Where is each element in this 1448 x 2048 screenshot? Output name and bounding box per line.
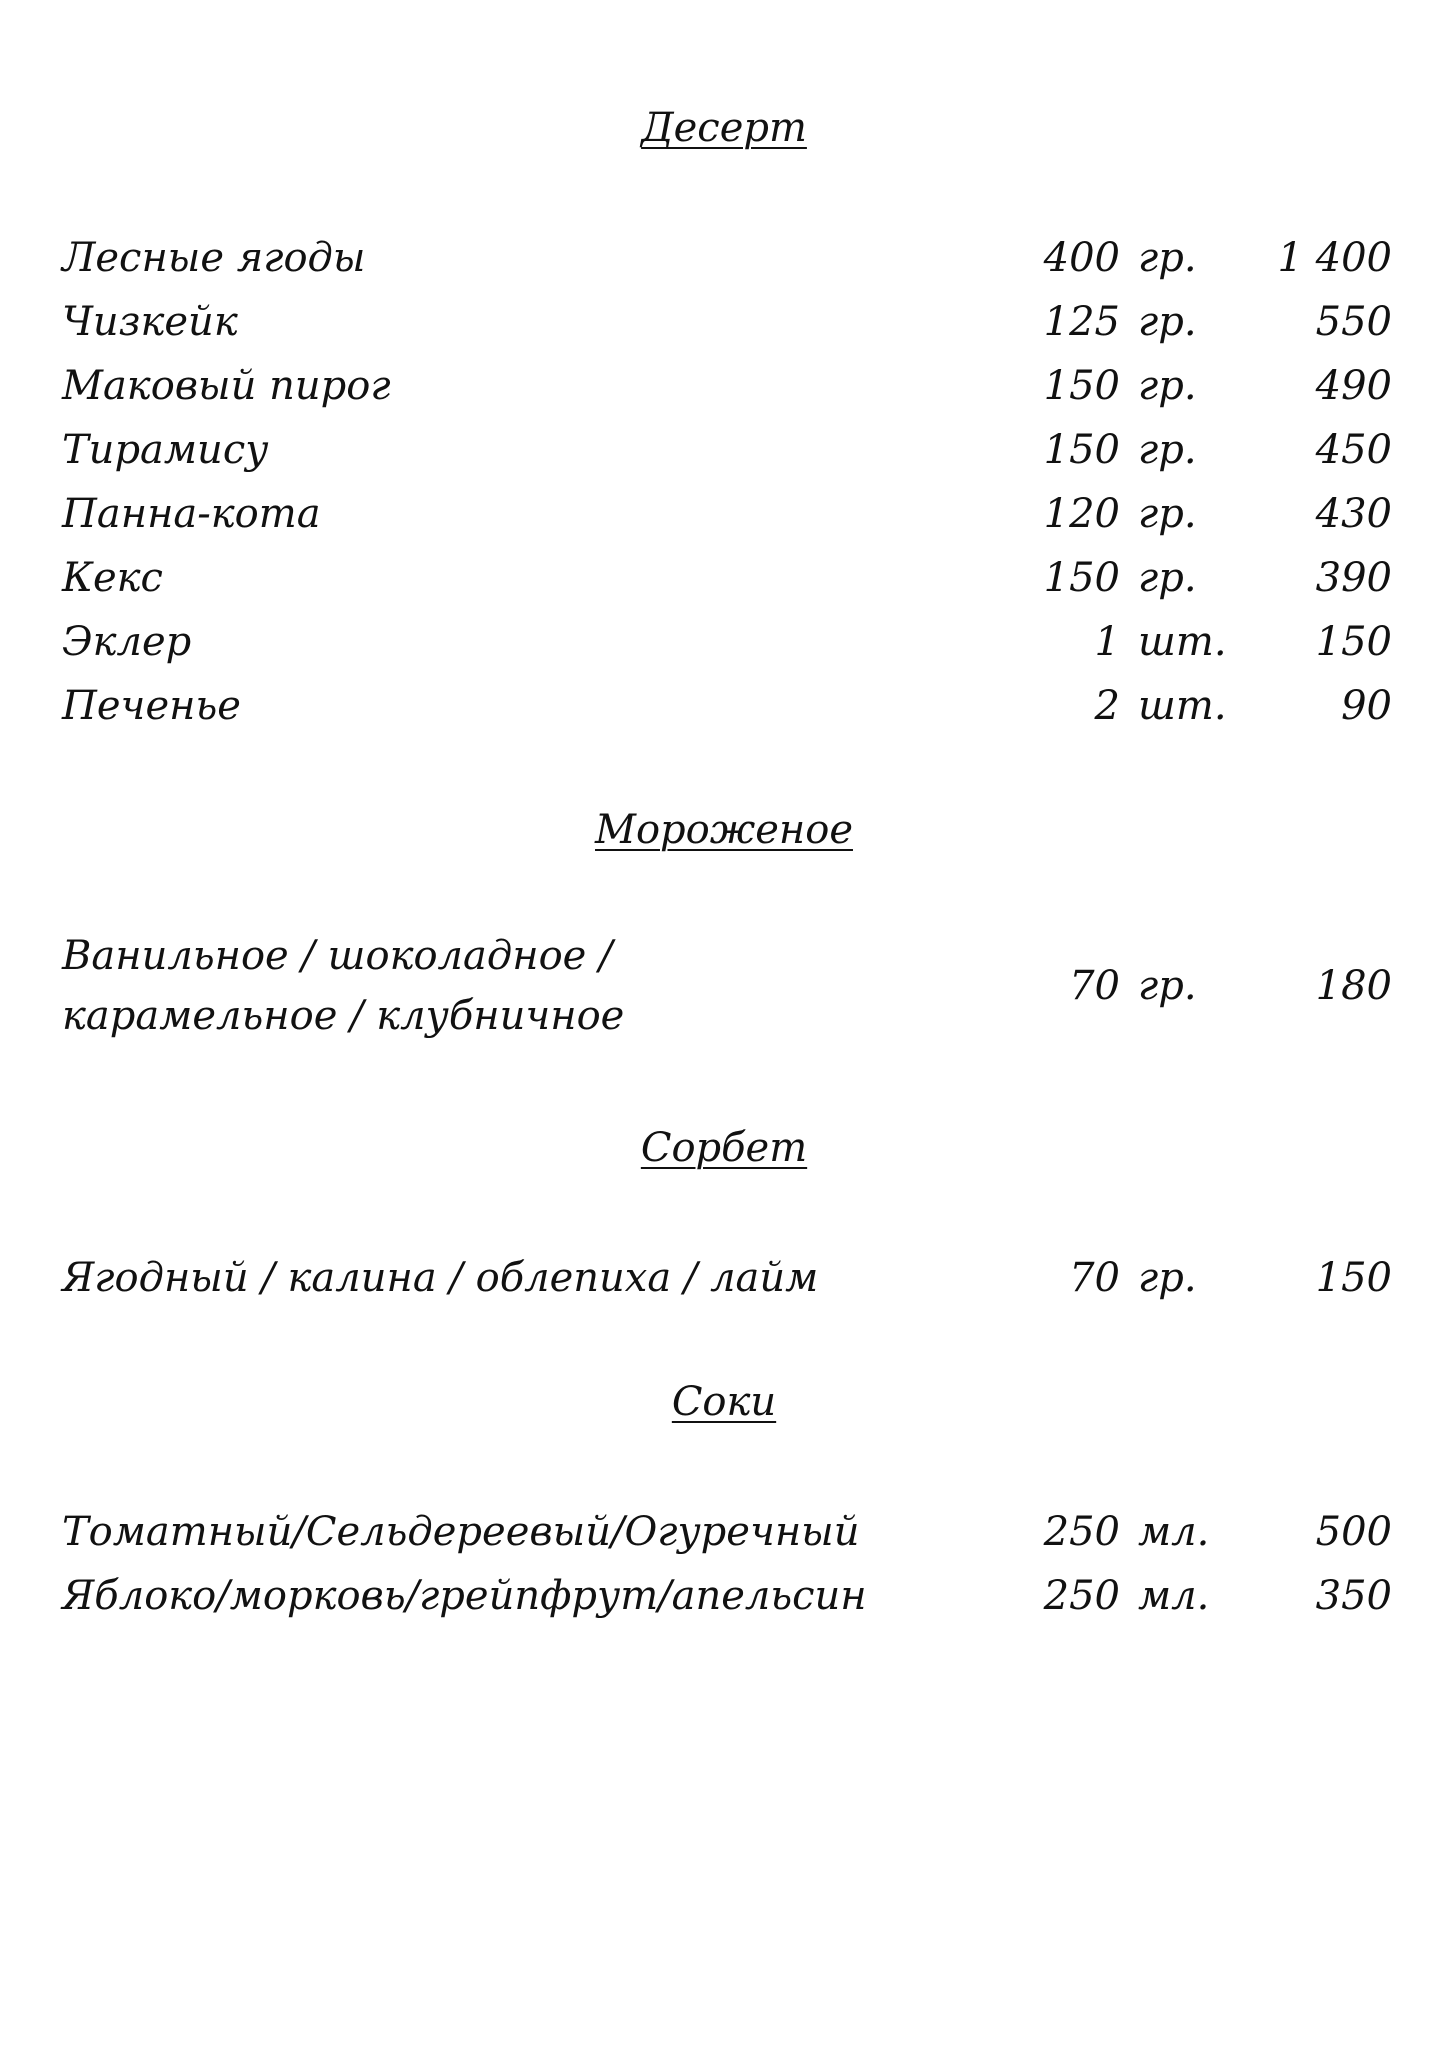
item-unit: гр. [1138, 363, 1197, 409]
item-unit: шт. [1138, 683, 1227, 729]
item-price: 150 [1315, 1255, 1392, 1301]
item-unit: шт. [1138, 619, 1227, 665]
item-unit: гр. [1138, 1255, 1197, 1301]
item-unit: мл. [1138, 1573, 1210, 1619]
section-title: Соки [671, 1379, 777, 1425]
item-unit: гр. [1138, 963, 1197, 1009]
menu-item-row [0, 674, 1448, 738]
item-unit: гр. [1138, 299, 1197, 345]
item-name: Ванильное / шоколадное / карамельное / клубничное [62, 933, 625, 1039]
item-name: Маковый пирог [62, 363, 391, 409]
item-qty: 250 [1043, 1509, 1120, 1555]
item-qty: 400 [1043, 235, 1120, 281]
item-price: 550 [1315, 299, 1392, 345]
item-qty: 250 [1043, 1573, 1120, 1619]
menu-item-row [0, 290, 1448, 354]
section-heading-juices [0, 1378, 1448, 1426]
menu-item-row [0, 226, 1448, 290]
item-qty: 150 [1043, 427, 1120, 473]
item-qty: 120 [1043, 491, 1120, 537]
item-price: 430 [1315, 491, 1392, 537]
item-price: 90 [1341, 683, 1392, 729]
menu-item-row [0, 546, 1448, 610]
item-unit: гр. [1138, 427, 1197, 473]
menu-item-row [0, 922, 1448, 1050]
item-price: 500 [1315, 1509, 1392, 1555]
menu-item-row [0, 610, 1448, 674]
item-price: 150 [1315, 619, 1392, 665]
item-name: Ягодный / калина / облепиха / лайм [62, 1255, 819, 1301]
item-price: 450 [1315, 427, 1392, 473]
item-name: Яблоко/морковь/грейпфрут/апельсин [62, 1573, 867, 1619]
item-name: Печенье [62, 683, 241, 729]
menu-item-row [0, 1246, 1448, 1310]
item-qty: 70 [1069, 963, 1120, 1009]
item-qty: 1 [1094, 619, 1120, 665]
item-qty: 150 [1043, 363, 1120, 409]
section-title: Десерт [641, 105, 807, 151]
item-price: 390 [1315, 555, 1392, 601]
item-unit: гр. [1138, 235, 1197, 281]
item-price: 350 [1315, 1573, 1392, 1619]
item-unit: мл. [1138, 1509, 1210, 1555]
item-qty: 150 [1043, 555, 1120, 601]
menu-item-row [0, 418, 1448, 482]
section-heading-ice-cream [0, 806, 1448, 854]
item-name: Тирамису [62, 427, 269, 473]
section-title: Мороженое [595, 807, 853, 853]
item-name: Кекс [62, 555, 163, 601]
item-price: 180 [1315, 963, 1392, 1009]
section-title: Сорбет [640, 1125, 808, 1171]
menu-item-row [0, 354, 1448, 418]
item-unit: гр. [1138, 491, 1197, 537]
item-qty: 2 [1094, 683, 1120, 729]
item-qty: 125 [1043, 299, 1120, 345]
item-name: Чизкейк [62, 299, 238, 345]
item-price: 1 400 [1277, 235, 1392, 281]
menu-item-row [0, 1500, 1448, 1564]
section-heading-sorbet [0, 1124, 1448, 1172]
item-unit: гр. [1138, 555, 1197, 601]
item-name: Панна-кота [62, 491, 321, 537]
item-price: 490 [1315, 363, 1392, 409]
item-name: Лесные ягоды [62, 235, 366, 281]
menu-item-row [0, 1564, 1448, 1628]
section-heading-dessert [0, 104, 1448, 152]
item-qty: 70 [1069, 1255, 1120, 1301]
menu-item-row [0, 482, 1448, 546]
item-name: Томатный/Сельдереевый/Огуречный [62, 1509, 860, 1555]
item-name: Эклер [62, 619, 192, 665]
